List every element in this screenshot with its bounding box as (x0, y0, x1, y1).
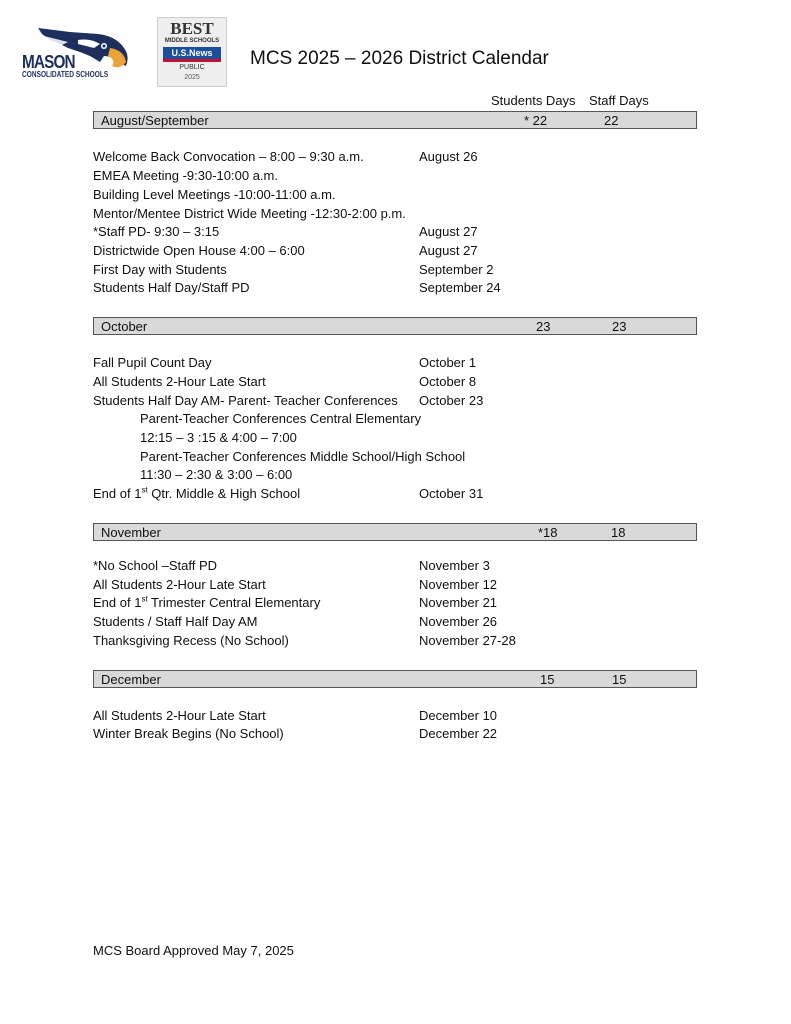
staff-days-value: 22 (604, 113, 619, 128)
month-bar-october (93, 317, 697, 335)
event-label: Districtwide Open House 4:00 – 6:00 (93, 243, 305, 258)
event-date: October 31 (419, 486, 484, 501)
students-days-value: *18 (538, 525, 558, 540)
event-date: November 21 (419, 595, 498, 610)
month-name: November (101, 525, 161, 540)
event-date: October 23 (419, 393, 484, 408)
event-label: End of 1st Qtr. Middle & High School (93, 485, 301, 501)
month-bar-november (93, 523, 697, 541)
event-label: Parent-Teacher Conferences Middle School/High School (140, 449, 466, 464)
event-date: November 12 (419, 577, 498, 592)
event-label: Students / Staff Half Day AM (93, 614, 258, 629)
event-label: Winter Break Begins (No School) (93, 726, 284, 741)
event-date: October 1 (419, 355, 477, 370)
event-label: All Students 2-Hour Late Start (93, 708, 266, 723)
mason-logo (20, 22, 132, 84)
staff-days-value: 23 (612, 319, 627, 334)
event-date: November 27-28 (419, 633, 516, 648)
event-label: Building Level Meetings -10:00-11:00 a.m. (93, 187, 336, 202)
usnews-badge (157, 17, 227, 87)
staff-days-header: Staff Days (589, 93, 649, 108)
event-date: October 8 (419, 374, 477, 389)
event-date: November 3 (419, 558, 490, 573)
event-date: December 10 (419, 708, 498, 723)
event-label: *Staff PD- 9:30 – 3:15 (93, 224, 220, 239)
students-days-header: Students Days (491, 93, 576, 108)
event-label: Students Half Day/Staff PD (93, 280, 250, 295)
logo-text-mason: MASON (22, 52, 75, 72)
board-approval-footer: MCS Board Approved May 7, 2025 (93, 943, 294, 958)
month-bar-august-september (93, 111, 697, 129)
event-label: Fall Pupil Count Day (93, 355, 212, 370)
badge-public: PUBLIC (179, 64, 205, 71)
event-date: September 24 (419, 280, 501, 295)
event-label: End of 1st Trimester Central Elementary (93, 594, 321, 610)
staff-days-value: 18 (611, 525, 626, 540)
event-date: August 27 (419, 224, 478, 239)
page-title: MCS 2025 – 2026 District Calendar (250, 48, 549, 69)
badge-middle: MIDDLE SCHOOLS (164, 38, 220, 44)
event-label: First Day with Students (93, 262, 227, 277)
month-bar-december (93, 670, 697, 688)
event-label: Thanksgiving Recess (No School) (93, 633, 289, 648)
badge-best: BEST (170, 19, 214, 38)
event-date: December 22 (419, 726, 498, 741)
badge-year: 2025 (184, 74, 200, 81)
event-date: November 26 (419, 614, 498, 629)
event-label: EMEA Meeting -9:30-10:00 a.m. (93, 168, 278, 183)
event-label: 12:15 – 3 :15 & 4:00 – 7:00 (140, 430, 297, 445)
logo-text-schools: CONSOLIDATED SCHOOLS (22, 70, 109, 79)
staff-days-value: 15 (612, 672, 627, 687)
month-name: August/September (101, 113, 209, 128)
month-name: December (101, 672, 161, 687)
event-label: *No School –Staff PD (93, 558, 218, 573)
event-label: Welcome Back Convocation – 8:00 – 9:30 a.m. (93, 149, 364, 164)
students-days-value: 15 (540, 672, 555, 687)
students-days-value: * 22 (524, 113, 548, 128)
event-date: August 27 (419, 243, 478, 258)
event-label: 11:30 – 2:30 & 3:00 – 6:00 (140, 467, 293, 482)
month-name: October (101, 319, 148, 334)
event-label: Students Half Day AM- Parent- Teacher Conferences (93, 393, 398, 408)
students-days-value: 23 (536, 319, 551, 334)
badge-usnews: U.S.News (163, 47, 221, 59)
event-date: September 2 (419, 262, 494, 277)
event-date: August 26 (419, 149, 478, 164)
event-label: All Students 2-Hour Late Start (93, 577, 266, 592)
event-label: All Students 2-Hour Late Start (93, 374, 266, 389)
event-label: Mentor/Mentee District Wide Meeting -12:30-2:00 p.m. (93, 206, 406, 221)
event-label: Parent-Teacher Conferences Central Elementary (140, 411, 422, 426)
